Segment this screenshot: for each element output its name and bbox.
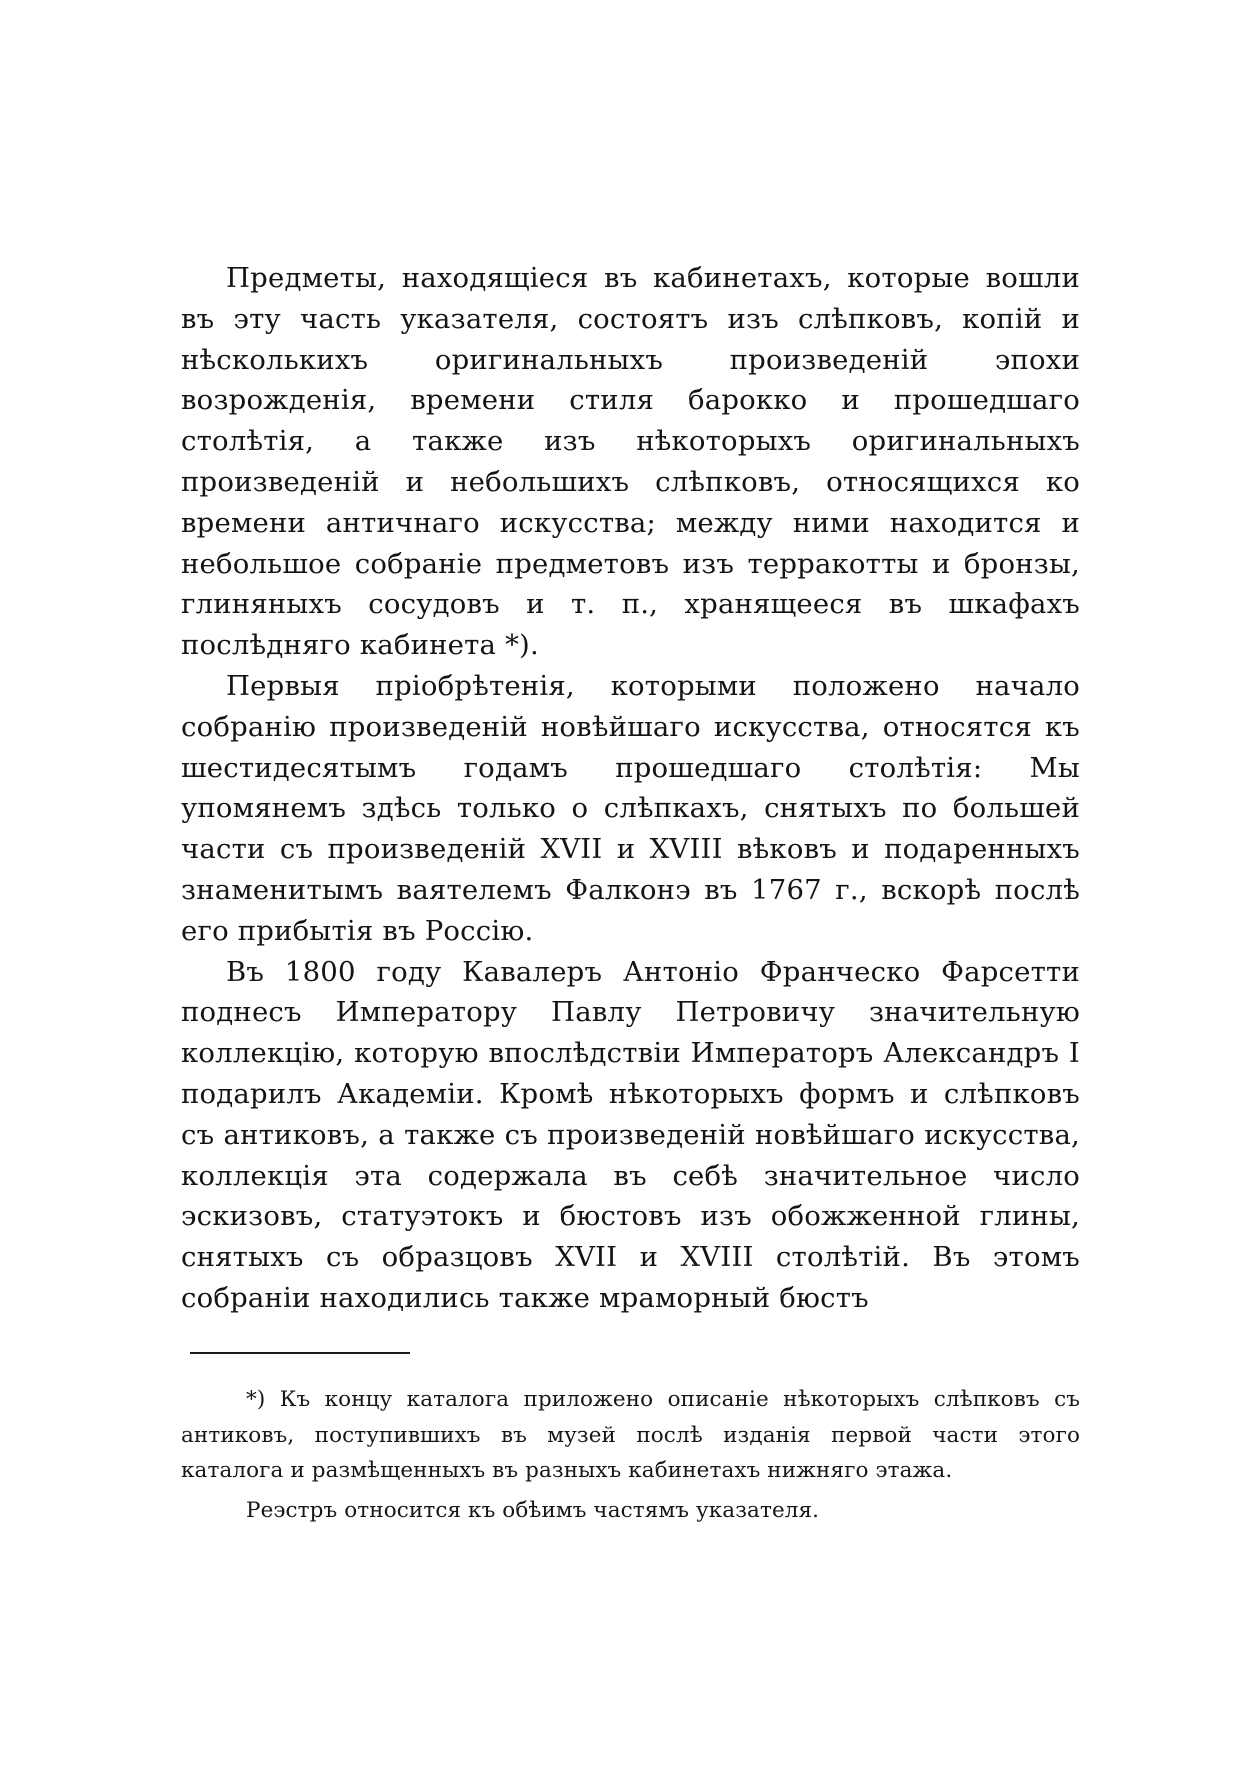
footnotes [181,1382,1080,1528]
paragraph-3: Въ 1800 году Кавалеръ Антоніо Франческо Фарсетти поднесъ Императору Павлу Петровичу значительную коллекцію, которую впослѣдствіи Императоръ Александръ I подарилъ Академіи. Кромѣ нѣкоторыхъ формъ и слѣпковъ съ антиковъ, а также съ произведеній новѣйшаго искусства, коллекція эта содержала въ себѣ значительное число эскизовъ, статуэтокъ и бюстовъ изъ обожженной глины, снятыхъ съ образцовъ XVII и XVIII столѣтій. Въ этомъ собраніи находились также мраморный бюстъ [181,955,1080,1314]
paragraph-2: Первыя пріобрѣтенія, которыми положено начало собранію произведеній новѣйшаго искусства, относятся къ шестидесятымъ годамъ прошедшаго столѣтія: Мы упомянемъ здѣсь только о слѣпкахъ, снятыхъ по большей части съ произведеній XVII и XVIII вѣковъ и подаренныхъ знаменитымъ ваятелемъ Фалконэ въ 1767 г., вскорѣ послѣ его прибытія въ Россію. [181,669,1080,947]
main-text [181,258,1080,1319]
paragraph-1: Предметы, находящіеся въ кабинетахъ, которые вошли въ эту часть указателя, состоятъ изъ слѣпковъ, копій и нѣсколькихъ оригинальныхъ произведеній эпохи возрожденія, времени стиля барокко и прошедшаго столѣтія, а также изъ нѣкоторыхъ оригинальныхъ произведеній и небольшихъ слѣпковъ, относящихся ко времени античнаго искусства; между ними находится и небольшое собраніе предметовъ изъ терракотты и бронзы, глиняныхъ сосудовъ и т. п., хранящееся въ шкафахъ послѣдняго кабинета *). [181,262,1080,662]
register-note: Реэстръ относится къ обѣимъ частямъ указателя. [246,1497,820,1523]
footnote-divider [190,1352,410,1354]
footnote-text: *) Къ концу каталога приложено описаніе нѣкоторыхъ слѣпковъ съ антиковъ, поступившихъ въ музей послѣ изданія первой части этого каталога и размѣщенныхъ въ разныхъ кабинетахъ нижняго этажа. [181,1387,1080,1483]
